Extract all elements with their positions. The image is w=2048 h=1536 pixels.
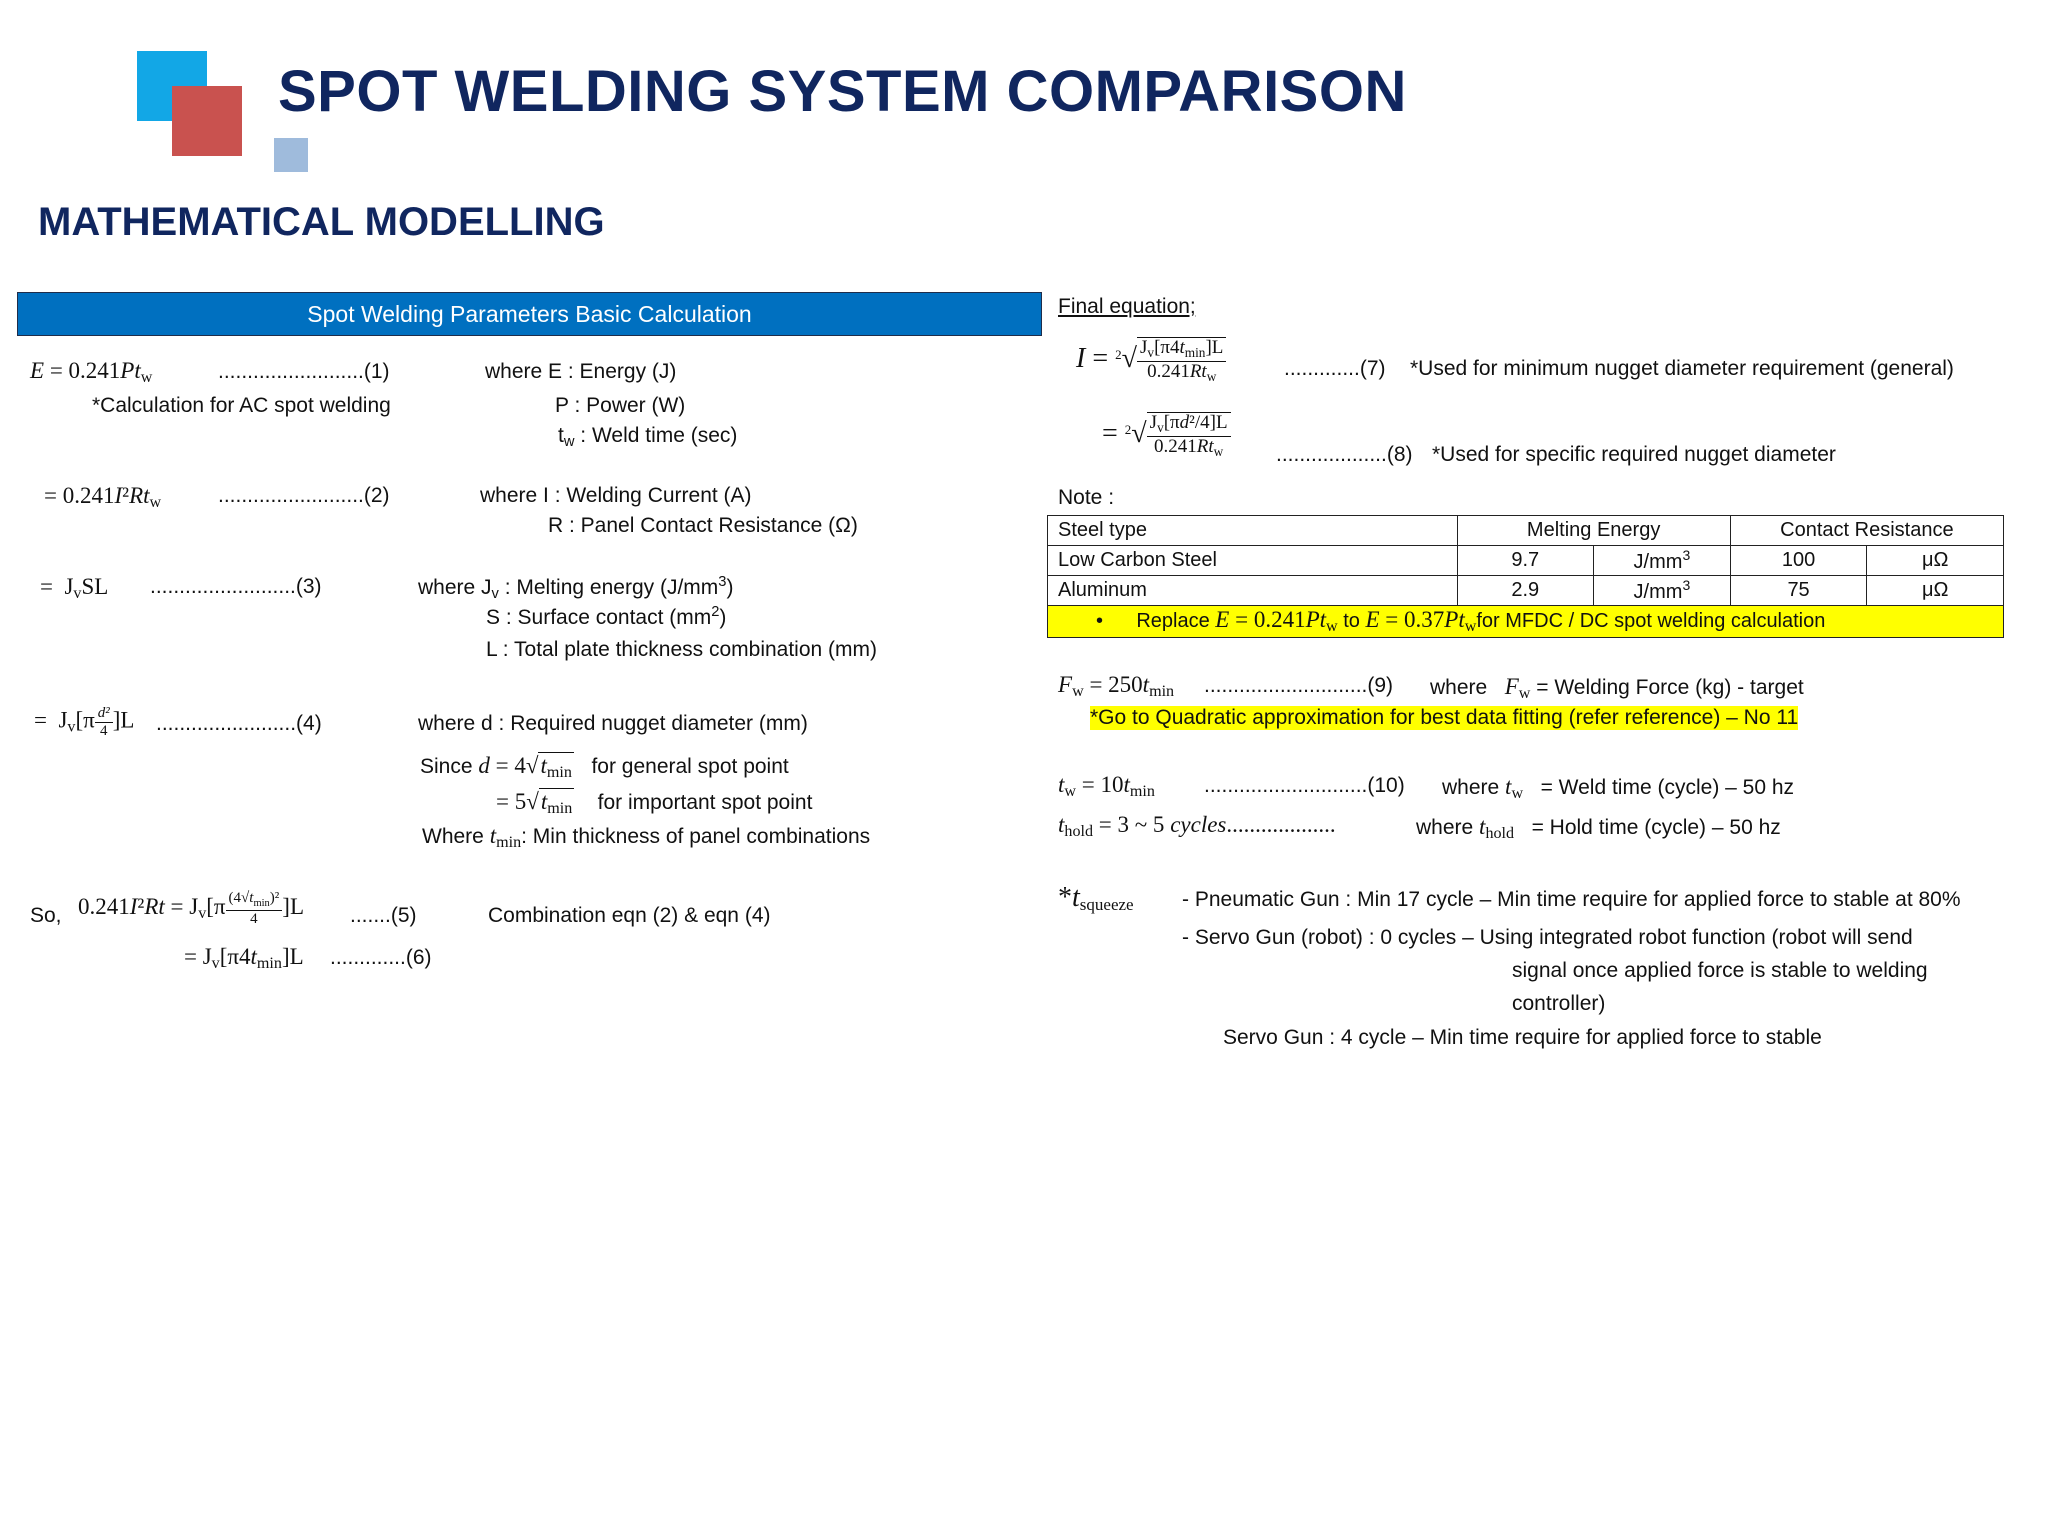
logo-square-light xyxy=(274,138,308,172)
equation-5: $0.241I^2Rt = J_v[\pi$ $\frac{(4√t_{min})^2}{4}$ ]L xyxy=(78,890,304,927)
table-cell: 100 xyxy=(1730,546,1867,576)
logo-square-red xyxy=(172,86,242,156)
equation-10-desc: = Weld time (cycle) – 50 hz xyxy=(1540,776,1795,799)
unit-text: J/mm xyxy=(1633,581,1683,603)
since-general-text: for general spot point xyxy=(591,755,789,778)
table-row xyxy=(1048,576,2004,606)
replace-suffix: for MFDC / DC spot welding calculation xyxy=(1476,610,1826,632)
where-energy: where E : Energy (J) xyxy=(485,360,677,383)
table-cell: 75 xyxy=(1730,576,1867,606)
equation-9-where-label: where xyxy=(1430,676,1488,699)
equation-3: = $J_vSL$ xyxy=(40,574,109,602)
page-title: SPOT WELDING SYSTEM COMPARISON xyxy=(278,59,1407,124)
equation-8-note: *Used for specific required nugget diameter xyxy=(1432,443,1836,466)
combination-note: Combination eqn (2) & eqn (4) xyxy=(488,904,771,927)
equation-2: = $0.241I^2Rt_w$ xyxy=(44,483,162,511)
squeeze-servo-robot: - Servo Gun (robot) : 0 cycles – Using integrated robot function (robot will send xyxy=(1182,926,1913,949)
equation-1-dots: .........................(1) xyxy=(218,360,390,383)
table-cell: μΩ xyxy=(1867,546,2004,576)
note-label: Note : xyxy=(1058,486,1115,509)
squeeze-servo: Servo Gun : 4 cycle – Min time require for applied force to stable xyxy=(1223,1026,1822,1049)
squeeze-servo-robot-cont1: signal once applied force is stable to welding xyxy=(1512,959,1928,982)
since-important-text: for important spot point xyxy=(597,791,813,814)
quadratic-note: *Go to Quadratic approximation for best data fitting (refer reference) – No 11 xyxy=(1090,706,1799,729)
where-weld-time: $t_w$ : Weld time (sec) xyxy=(558,424,738,450)
where-jv-text: : Melting energy (J/mm xyxy=(498,576,719,599)
table-cell: μΩ xyxy=(1867,576,2004,606)
equation-hold-desc: = Hold time (cycle) – 50 hz xyxy=(1531,816,1781,839)
squeeze-pneumatic: - Pneumatic Gun : Min 17 cycle – Min time require for applied force to stable at 80% xyxy=(1182,888,1961,911)
equation-hold-where-label: where xyxy=(1416,816,1474,839)
where-melting-energy: where $J_v$ : Melting energy $(J/mm^3)$ xyxy=(418,574,734,602)
equation-7: I = $^2$√ $\frac{J_v[\pi 4t_{min}]L}{0.241Rt_w}$ xyxy=(1076,337,1226,384)
table-cell: 2.9 xyxy=(1457,576,1594,606)
table-header: Contact Resistance xyxy=(1730,516,2003,546)
table-cell: Low Carbon Steel xyxy=(1048,546,1458,576)
equation-8: = $^2$√ $\frac{J_v[\pi d^2/4]L}{0.241Rt_w}$ xyxy=(1102,412,1231,459)
equation-6-dots: .............(6) xyxy=(330,946,432,969)
replace-prefix: Replace xyxy=(1136,610,1210,632)
where-resistance: R : Panel Contact Resistance (Ω) xyxy=(548,514,858,537)
where-tmin: Where $t_{min}$: Min thickness of panel combinations xyxy=(422,823,871,851)
equation-9-dots: ............................(9) xyxy=(1204,674,1394,697)
equation-7-note: *Used for minimum nugget diameter requirement (general) xyxy=(1410,357,1954,380)
material-table xyxy=(1047,515,2004,638)
squeeze-servo-robot-cont2: controller) xyxy=(1512,992,1606,1015)
so-label: So, xyxy=(30,904,62,927)
where-power: P : Power (W) xyxy=(555,394,686,417)
table-header-row xyxy=(1048,516,2004,546)
unit-text: J/mm xyxy=(1633,551,1683,573)
where-current: where I : Welding Current (A) xyxy=(480,484,752,507)
equation-6: = $J_v[\pi 4t_{min}]L$ xyxy=(184,944,304,972)
equation-hold: $t_{hold} = 3$ ~ 5 cycles................... xyxy=(1058,812,1336,840)
where-surface-text: S : Surface contact (mm xyxy=(486,606,712,629)
where-tmin-text: : Min thickness of panel combinations xyxy=(521,825,871,848)
table-header: Steel type xyxy=(1048,516,1458,546)
t-squeeze-label: $*t_{squeeze}$ xyxy=(1058,882,1134,914)
where-weld-time-text: : Weld time (sec) xyxy=(574,424,738,447)
table-cell-unit: $J/mm^3$ xyxy=(1594,576,1731,606)
equation-7-dots: .............(7) xyxy=(1284,357,1386,380)
equation-hold-where: where $t_{hold}$ = Hold time (cycle) – 50 hz xyxy=(1416,814,1781,842)
equation-2-dots: .........................(2) xyxy=(218,484,390,507)
equation-hold-dots: ................... xyxy=(1226,812,1336,837)
since-important: = $5√t_{min}$ for important spot point xyxy=(496,789,813,817)
replace-to: to xyxy=(1343,610,1360,632)
replace-note-row xyxy=(1048,606,2004,638)
equation-10-dots: ............................(10) xyxy=(1204,774,1405,797)
equation-1: $E = 0.241Pt_w$ xyxy=(30,358,153,386)
since-label: Since xyxy=(420,755,473,778)
equation-10-where-label: where xyxy=(1442,776,1500,799)
where-surface: S : Surface contact $(mm^2)$ xyxy=(486,604,727,629)
table-row xyxy=(1048,546,2004,576)
since-general: Since $d = 4√t_{min}$ for general spot point xyxy=(420,753,789,781)
where-thickness: L : Total plate thickness combination (mm) xyxy=(486,638,878,661)
table-header: Melting Energy xyxy=(1457,516,1730,546)
equation-10: $t_w = 10t_{min}$ xyxy=(1058,772,1155,800)
final-equation-label: Final equation; xyxy=(1058,295,1196,318)
equation-9: $F_w = 250t_{min}$ xyxy=(1058,672,1175,700)
equation-1-note: *Calculation for AC spot welding xyxy=(92,394,391,417)
equation-9-where: where $F_w$ = Welding Force (kg) - target xyxy=(1430,674,1804,702)
equation-4-dots: ........................(4) xyxy=(156,712,322,735)
equation-10-where: where $t_w$ = Weld time (cycle) – 50 hz xyxy=(1442,774,1795,802)
equation-5-dots: .......(5) xyxy=(350,904,417,927)
where-nugget: where d : Required nugget diameter (mm) xyxy=(418,712,808,735)
equation-4: = $J_v[\pi$ $\frac{\text{d²}}{4}$ ]L xyxy=(34,705,135,739)
equation-3-dots: .........................(3) xyxy=(150,575,322,598)
where-jv-label: where J xyxy=(418,576,492,599)
calculation-banner: Spot Welding Parameters Basic Calculation xyxy=(17,292,1042,336)
table-cell-unit: $J/mm^3$ xyxy=(1594,546,1731,576)
table-cell: Aluminum xyxy=(1048,576,1458,606)
replace-note: • Replace $E = 0.241Pt_w$ to $E = 0.37Pt_wfor$ MFDC / DC spot welding calculation xyxy=(1048,606,2004,638)
where-tmin-label: Where xyxy=(422,825,484,848)
section-title: MATHEMATICAL MODELLING xyxy=(38,200,605,244)
equation-8-dots: ...................(8) xyxy=(1276,443,1413,466)
equation-9-desc: = Welding Force (kg) - target xyxy=(1536,676,1804,699)
table-cell: 9.7 xyxy=(1457,546,1594,576)
